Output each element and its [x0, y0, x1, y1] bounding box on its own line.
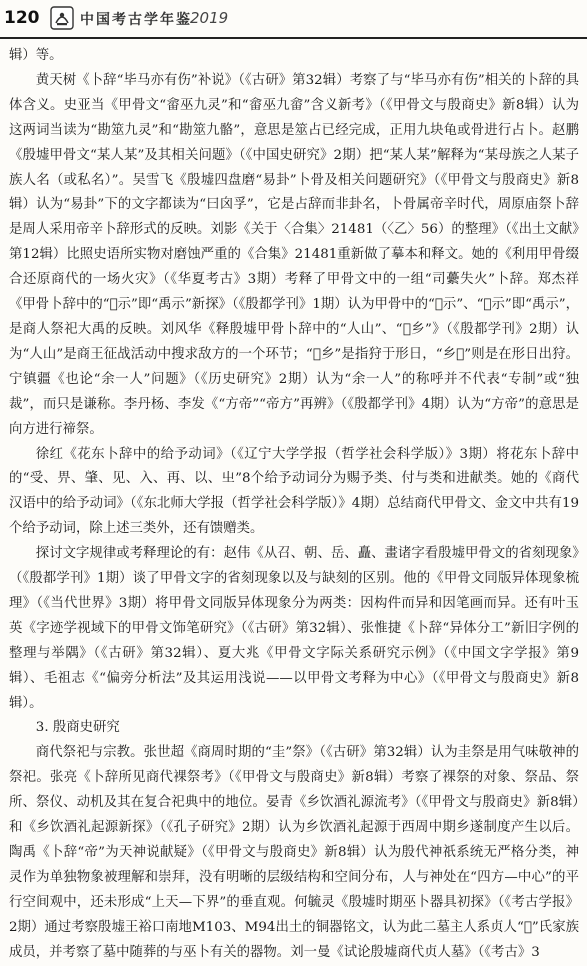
- page-header: [0, 0, 587, 40]
- paragraph: 探讨文字规律或考释理论的有：赵伟《从召、朝、岳、矗、畫诸字看殷墟甲骨文的省刻现象》（《殷都学刊》1期）谈了甲骨文字的省刻现象以及与缺刻的区别。他的《甲骨文同版异体现象梳理》（《当代世界》3期）将甲骨文同版异体现象分为两类：因构件而异和因笔画而异。还有叶玉英《字迹学视域下的甲骨文饰笔研究》（《古研》第32辑）、张惟捷《卜辞“异体分工”新旧字例的整理与举隅》（《古研》第32辑）、夏大兆《甲骨文字际关系研究示例》（《中国文字学报》第9辑）、毛祖志《“偏旁分析法”及其运用浅说——以甲骨文考释为中心》（《甲骨文与殷商史》新8辑）。: [9, 546, 579, 711]
- paragraph: 徐红《花东卜辞中的给予动词》（《辽宁大学学报（哲学社会科学版）》3期）将花东卜辞中的“受、畀、肇、见、入、再、以、㞢”8个给予动词分为赐予类、付与类和进献类。她的《商代汉语中的给予动词》（《东北师大学报（哲学社会科学版）》4期）总结商代甲骨文、金文中共有19个给予动词，除上述三类外，还有馈赠类。: [9, 446, 579, 537]
- paragraph: 商代祭祀与宗教。张世超《商周时期的“圭”祭》（《古研》第32辑）认为圭祭是用气味敬神的祭祀。张亮《卜辞所见商代裸祭考》（《甲骨文与殷商史》新8辑）考察了裸祭的对象、祭品、祭所、祭仪、动机及其在复合祀典中的地位。晏青《乡饮酒礼源流考》（《甲骨文与殷商史》新8辑）和《乡饮酒礼起源新探》（《孔子研究》2期）认为乡饮酒礼起源于西周中期乡遂制度产生以后。陶禹《卜辞“帝”为天神说献疑》（《甲骨文与殷商史》新8辑）认为殷代神祇系统无严格分类，神灵作为单独物象被理解和崇拜，没有明晰的层级结构和空间分布，人与神处在“四方—中心”的平行空间观中，还未形成“上天—下界”的垂直观。何毓灵《殷墟时期巫卜器具初探》（《考古学报》2期）通过考察殷墟王裕口南地M103、M94出土的铜器铭文，认为此二墓主人系贞人“𠯮”氏家族成员，并考察了墓中随葬的与巫卜有关的器物。刘一曼《试论殷墟商代贞人墓》（《考古》3: [9, 745, 579, 960]
- body-text: [9, 44, 579, 966]
- yearbook-emblem-icon: [50, 6, 74, 30]
- header-rule: [0, 37, 587, 39]
- page-number: 120: [4, 8, 40, 28]
- book-title: 中国考古学年鉴: [80, 12, 192, 28]
- paragraph: 辑）等。: [9, 48, 63, 63]
- year-label: 2019: [190, 9, 229, 27]
- section-heading: 3. 殷商史研究: [35, 720, 120, 736]
- paragraph: 黄天树《卜辞“毕马亦有伤”补说》（《古研》第32辑）考察了与“毕马亦有伤”相关的卜辞的具体含义。史亚当《甲骨文“畲巫九灵”和“畲巫九畲”含义新考》（《甲骨文与殷商史》新8辑）认为这两词当读为“勘筮九灵”和“勘筮九骼”，意思是筮占已经完成，正用九块龟或骨进行占卜。赵鹏《殷墟甲骨文“某人某”及其相关问题》（《中国史研究》2期）把“某人某”解释为“某母族之人某子族人名（或私名）”。吴雪飞《殷墟四盘磨“易卦”卜骨及相关问题研究》（《甲骨文与殷商史》新8辑）认为“易卦”下的文字都读为“曰囟孚”，它是占辞而非卦名，卜骨属帝辛时代，周原庙祭卜辞是周人采用帝辛卜辞形式的反映。刘影《关于〈合集〉21481（〈乙〉56）的整理》（《出土文献》第12辑）比照史语所实物对磨蚀严重的《合集》21481重新做了摹本和释文。她的《利用甲骨缀合还原商代的一场火灾》（《华夏考古》3期）考释了甲骨文中的一组“司虆失火”卜辞。郑杰祥《甲骨卜辞中的“𬎢示”即“禹示”新探》（《殷都学刊》1期）认为甲骨中的“𬎢示”、“𬎢示”即“禹示”，是商人祭祀大禹的反映。刘风华《释殷墟甲骨卜辞中的“人山”、“𤞞乡”》（《殷都学刊》2期）认为“人山”是商王征战活动中搜求敌方的一个环节；“𤞞乡”是指狩于形日，“乡𤞞”则是在形日出狩。宁镇疆《也论“余一人”问题》（《历史研究》2期）认为“余一人”的称呼并不代表“专制”或“独裁”，而只是谦称。李丹杨、李发《“方帝”“帝方”再辨》（《殷都学刊》4期）认为“方帝”的意思是向方进行禘祭。: [9, 72, 579, 437]
